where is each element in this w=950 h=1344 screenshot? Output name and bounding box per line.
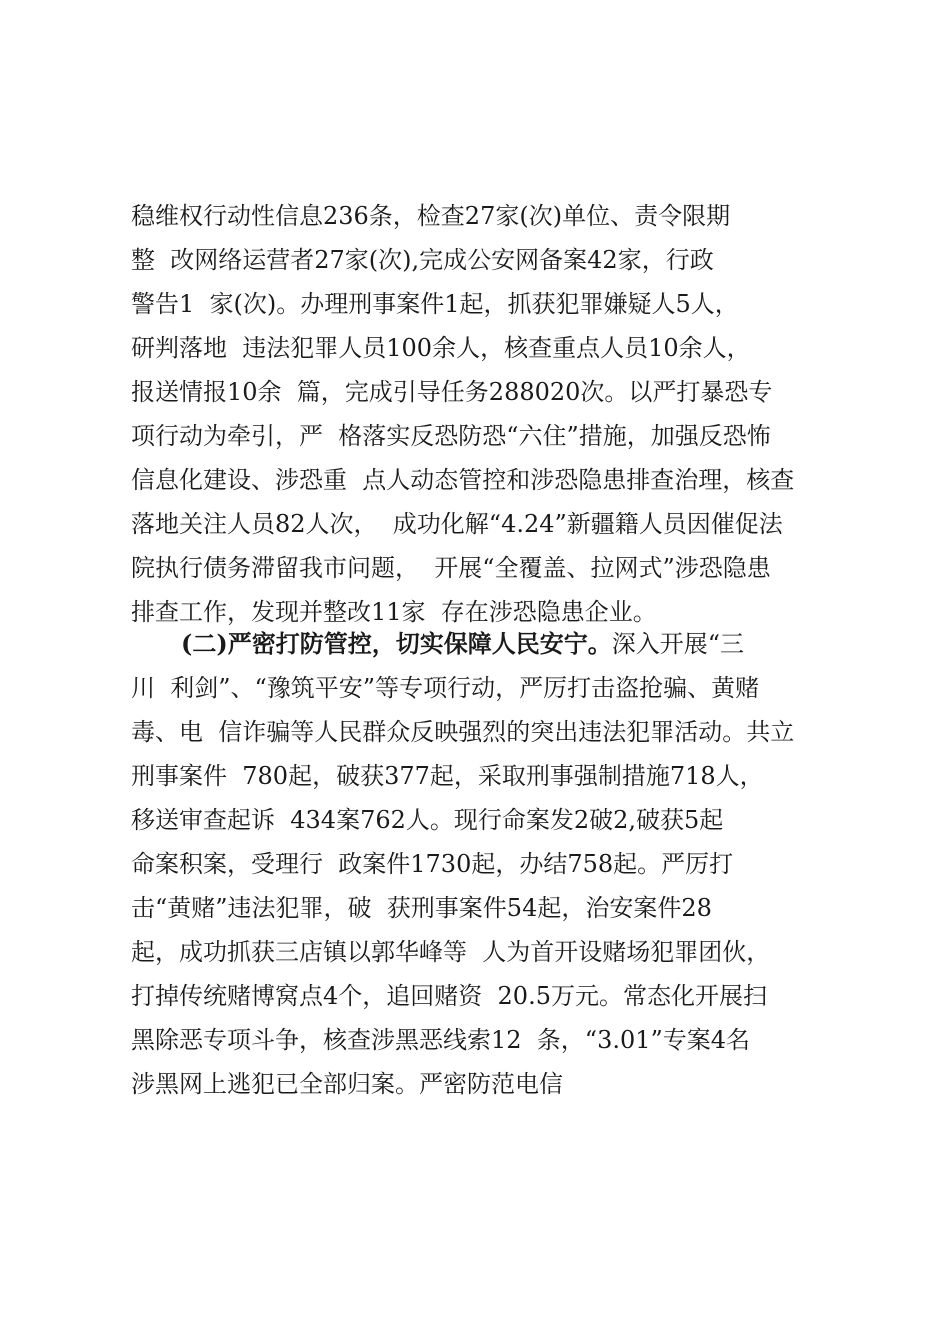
text-line: 研判落地 违法犯罪人员100余人，核查重点人员10余人， — [131, 334, 751, 362]
text-line: 黑除恶专项斗争，核查涉黑恶线索12 条，“3.01”专案4名 — [131, 1026, 751, 1054]
text-line: 排查工作，发现并整改11家 存在涉恐隐患企业。 — [131, 598, 657, 626]
text-line: 移送审查起诉 434案762人。现行命案发2破2,破获5起 — [131, 806, 724, 834]
paragraph-2-first-line — [131, 622, 841, 666]
text-run: 深入开展“三 — [611, 630, 744, 658]
text-line: 落地关注人员82人次， 成功化解“4.24”新疆籍人员因催促法 — [131, 510, 783, 538]
section-heading: (二)严密打防管控，切实保障人民安宁。 — [181, 629, 612, 658]
text-line: 报送情报10余 篇，完成引导任务288020次。以严打暴恐专 — [131, 378, 773, 406]
text-line: 项行动为牵引，严 格落实反恐防恐“六住”措施，加强反恐怖 — [131, 422, 771, 450]
text-line: 刑事案件 780起，破获377起，采取刑事强制措施718人， — [131, 762, 764, 790]
text-line: 涉黑网上逃犯已全部归案。严密防范电信 — [131, 1070, 563, 1098]
text-line: 毒、电 信诈骗等人民群众反映强烈的突出违法犯罪活动。共立 — [131, 718, 795, 746]
paragraph-2 — [131, 622, 841, 1106]
text-line: 打掉传统赌博窝点4个，追回赌资 20.5万元。常态化开展扫 — [131, 982, 767, 1010]
paragraph-1 — [131, 194, 841, 634]
text-line: 院执行债务滞留我市问题， 开展“全覆盖、拉网式”涉恐隐患 — [131, 554, 771, 582]
text-line: 稳维权行动性信息236条，检查27家(次)单位、责令限期 — [131, 202, 731, 230]
text-line: 警告1 家(次)。办理刑事案件1起，抓获犯罪嫌疑人5人， — [131, 290, 739, 318]
text-line: 命案积案，受理行 政案件1730起，办结758起。严厉打 — [131, 850, 734, 878]
text-line: 整 改网络运营者27家(次),完成公安网备案42家，行政 — [131, 246, 714, 274]
text-line: 击“黄赌”违法犯罪，破 获刑事案件54起，治安案件28 — [131, 894, 712, 922]
text-line: 信息化建设、涉恐重 点人动态管控和涉恐隐患排查治理，核查 — [131, 466, 795, 494]
text-line: 川 利剑”、“豫筑平安”等专项行动，严厉打击盗抢骗、黄赌 — [131, 674, 760, 702]
text-line: 起，成功抓获三店镇以郭华峰等 人为首开设赌场犯罪团伙， — [131, 938, 771, 966]
